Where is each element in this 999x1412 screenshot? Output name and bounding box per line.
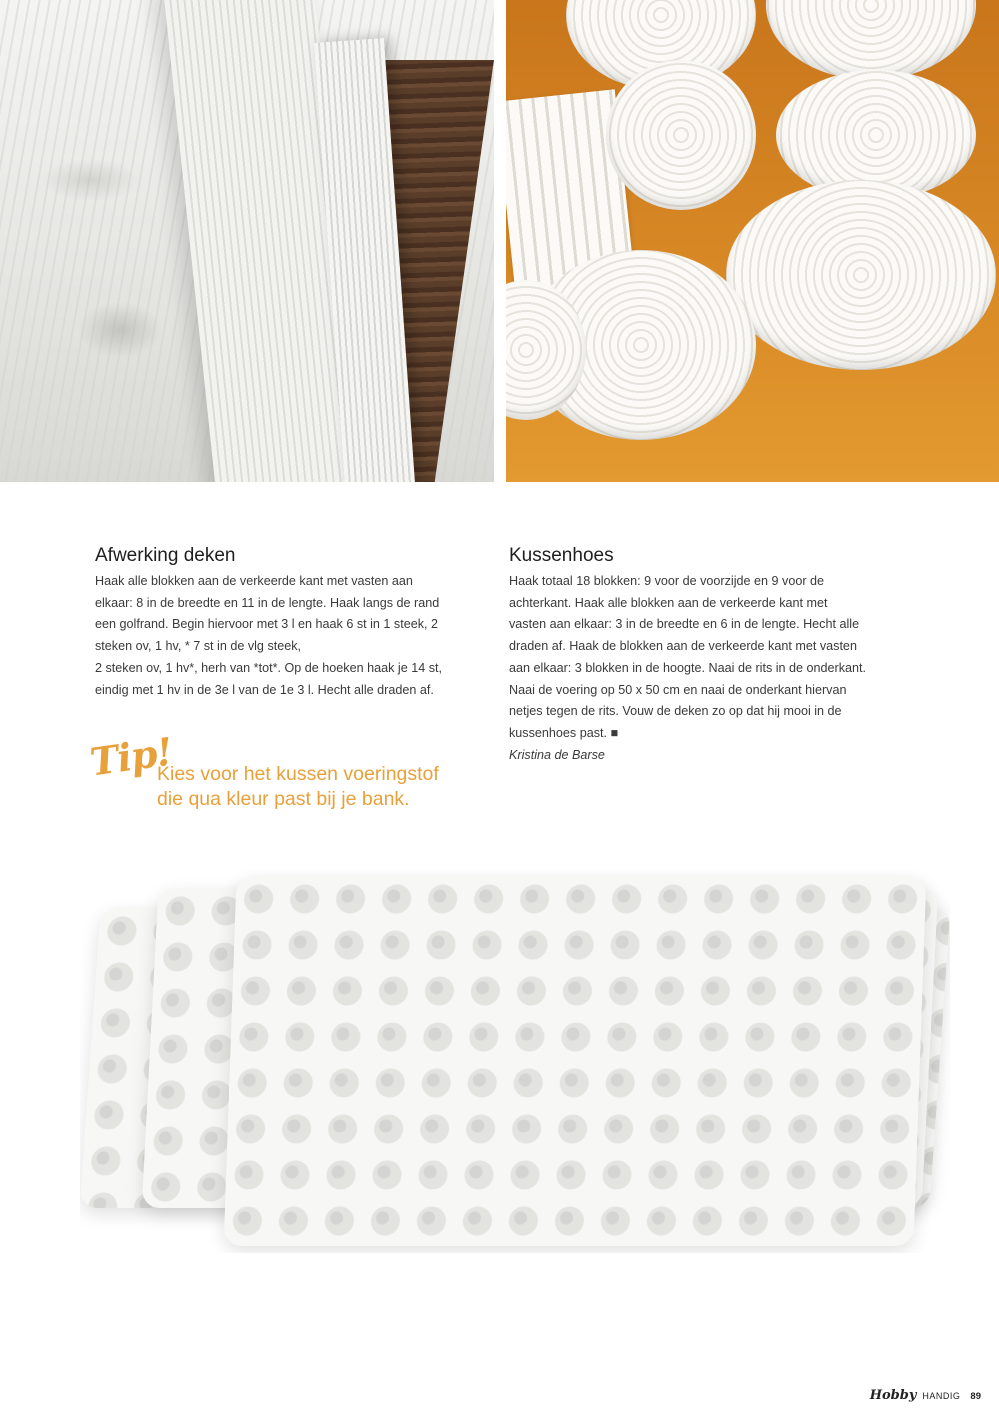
page-footer: [870, 1388, 981, 1403]
crochet-shell: [766, 0, 976, 80]
blanket-top: [224, 876, 927, 1246]
body-line: draden af. Haak de blokken aan de verkeerde kant met vasten: [509, 639, 857, 654]
tip-label: Tip!: [87, 728, 175, 785]
photo-folded-blanket: [80, 868, 950, 1253]
body-line: netjes tegen de rits. Vouw de deken zo op dat hij mooi in de: [509, 704, 842, 719]
body-line: steken ov, 1 hv, * 7 st in de vlg steek,: [95, 639, 302, 654]
tip-line: die qua kleur past bij je bank.: [157, 788, 410, 810]
crochet-shell: [726, 180, 996, 370]
body-line: 2 steken ov, 1 hv*, herh van *tot*. Op de hoeken haak je 14 st,: [95, 660, 443, 675]
section-heading-afwerking: Afwerking deken: [95, 545, 236, 566]
body-line: eindig met 1 hv in de 3e l van de 1e 3 l. Hecht alle draden af.: [95, 682, 434, 697]
brand-subtitle: HANDIG: [922, 1391, 961, 1401]
body-line: Haak totaal 18 blokken: 9 voor de voorzijde en 9 voor de: [509, 574, 825, 588]
brand-logo: Hobby: [869, 1388, 917, 1403]
body-line: kussenhoes past. ■: [509, 725, 619, 740]
section-body-kussenhoes: [509, 571, 909, 766]
page-number: 89: [970, 1391, 981, 1402]
photo-blanket-on-wood: [0, 0, 494, 482]
section-heading-kussenhoes: Kussenhoes: [509, 545, 614, 566]
author-credit: Kristina de Barse: [509, 747, 605, 762]
body-line: achterkant. Haak alle blokken aan de verkeerde kant met: [509, 595, 828, 610]
crochet-shell: [606, 60, 756, 210]
body-line: Naai de voering op 50 x 50 cm en naai de onderkant hiervan: [509, 682, 847, 697]
section-body-afwerking: [95, 571, 490, 701]
tip-text: [157, 762, 497, 812]
tip-line: Kies voor het kussen voeringstof: [157, 763, 439, 785]
photo-crochet-closeup: [506, 0, 999, 482]
body-line: vasten aan elkaar: 3 in de breedte en 6 in de lengte. Hecht alle: [509, 617, 860, 632]
body-line: elkaar: 8 in de breedte en 11 in de lengte. Haak langs de rand: [95, 595, 440, 610]
body-line: aan elkaar: 3 blokken in de hoogte. Naai de rits in de onderkant.: [509, 660, 867, 675]
body-line: Haak alle blokken aan de verkeerde kant met vasten aan: [95, 574, 413, 588]
body-line: een golfrand. Begin hiervoor met 3 l en haak 6 st in 1 steek, 2: [95, 617, 439, 632]
